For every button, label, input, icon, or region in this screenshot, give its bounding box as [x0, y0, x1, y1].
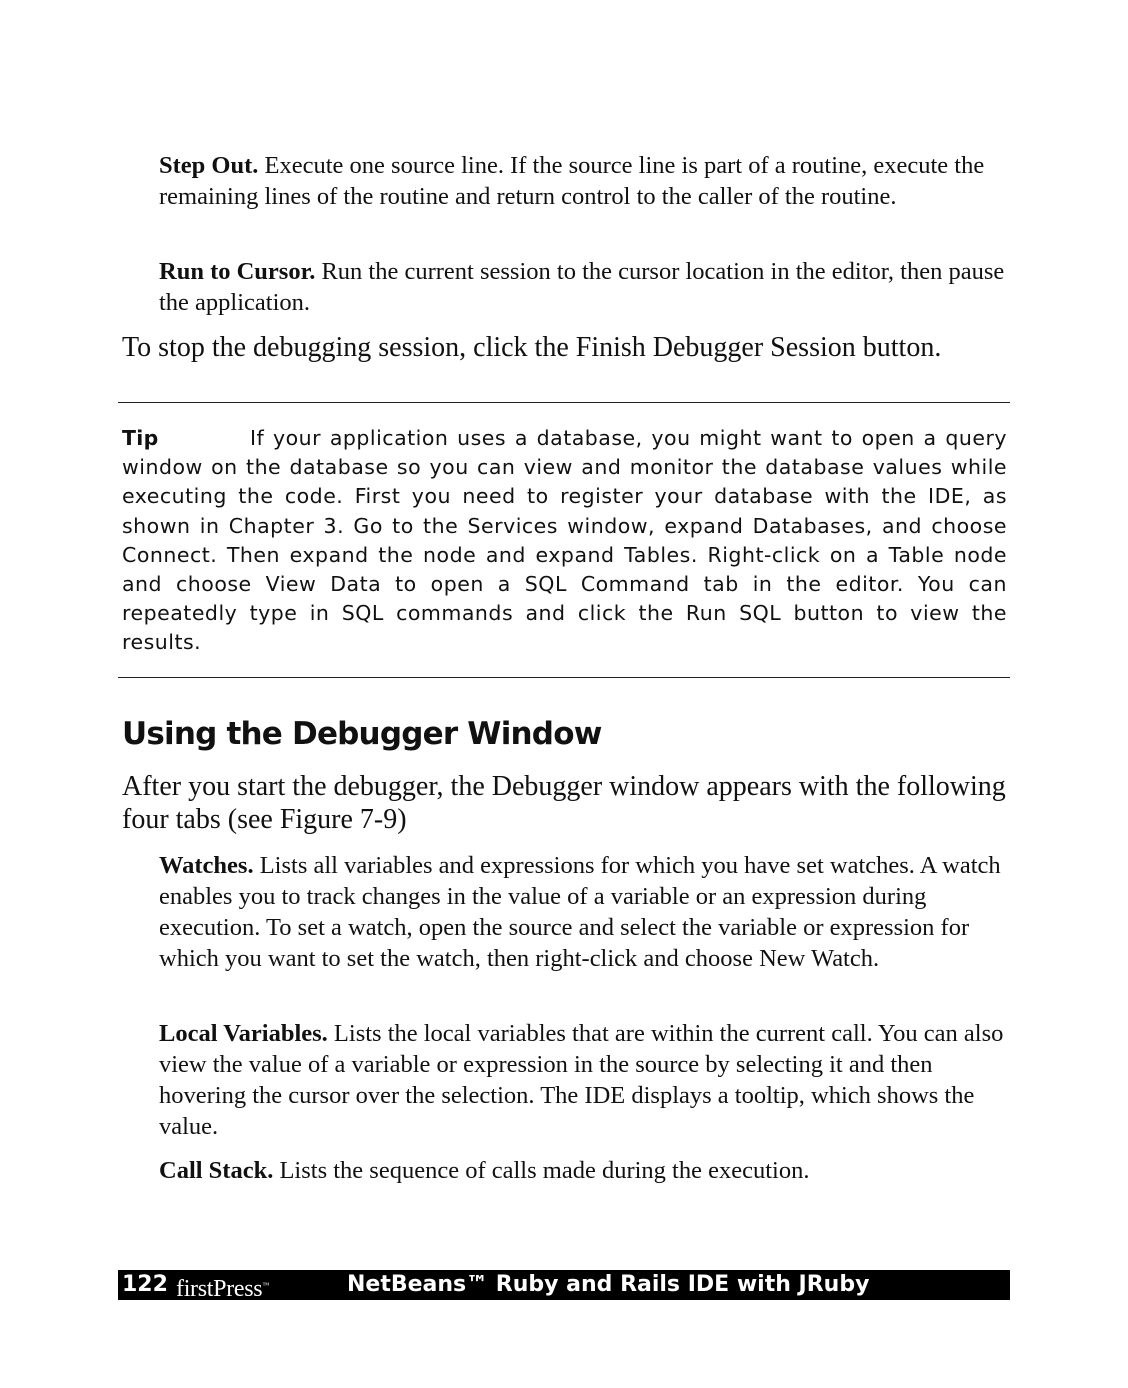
watches-definition — [159, 850, 1009, 974]
publisher-logo — [176, 1271, 269, 1303]
book-title: NetBeans™ Ruby and Rails IDE with JRuby — [347, 1272, 870, 1297]
tip-box — [122, 424, 1007, 658]
section-heading: Using the Debugger Window — [122, 716, 602, 752]
call-stack-term: Call Stack. — [159, 1157, 274, 1184]
tip-top-rule — [118, 402, 1010, 403]
tip-label: Tip — [122, 426, 159, 450]
step-out-text: Execute one source line. If the source line is part of a routine, execute the remaining lines of the routine and return control to the caller of the routine. — [159, 152, 985, 210]
local-variables-definition — [159, 1018, 1009, 1142]
local-variables-term: Local Variables. — [159, 1020, 328, 1047]
run-to-cursor-term: Run to Cursor. — [159, 258, 316, 285]
intro-paragraph: After you start the debugger, the Debugger window appears with the following four tabs (see Figure 7-9) — [122, 771, 1006, 835]
tip-text: If your application uses a database, you might want to open a query window on the database so you can view and monitor the database values while executing the code. First you need to register your database with the IDE, as shown in Chapter 3. Go to the Services window, expand Databases, and choose Connect. Then expand the node and expand Tables. Right-click on a Table node and choose View Data to open a SQL Command tab in the editor. You can repeatedly type in SQL commands and click the Run SQL button to view the results. — [122, 426, 1007, 655]
tip-bottom-rule — [118, 677, 1010, 678]
call-stack-definition — [159, 1155, 1009, 1186]
run-to-cursor-text: Run the current session to the cursor location in the editor, then pause the application. — [159, 258, 1005, 316]
page-footer — [118, 1270, 1010, 1300]
local-variables-text: Lists the local variables that are within the current call. You can also view the value of a variable or expression in the source by selecting it and then hovering the cursor over the selection. The IDE displays a tooltip, which shows the value. — [159, 1020, 1004, 1140]
publisher-name: firstPress — [176, 1276, 263, 1302]
watches-text: Lists all variables and expressions for which you have set watches. A watch enables you to track changes in the value of a variable or an expression during execution. To set a watch, open the source and select the variable or expression for which you want to set the watch, then right-click and choose New Watch. — [159, 852, 1001, 972]
call-stack-text: Lists the sequence of calls made during the execution. — [273, 1157, 810, 1184]
stop-debugging-paragraph: To stop the debugging session, click the Finish Debugger Session button. — [122, 332, 942, 363]
step-out-definition — [159, 150, 1009, 212]
publisher-trademark: ™ — [262, 1281, 269, 1289]
watches-term: Watches. — [159, 852, 254, 879]
step-out-term: Step Out. — [159, 152, 259, 179]
page-number: 122 — [122, 1272, 168, 1297]
run-to-cursor-definition — [159, 256, 1009, 318]
